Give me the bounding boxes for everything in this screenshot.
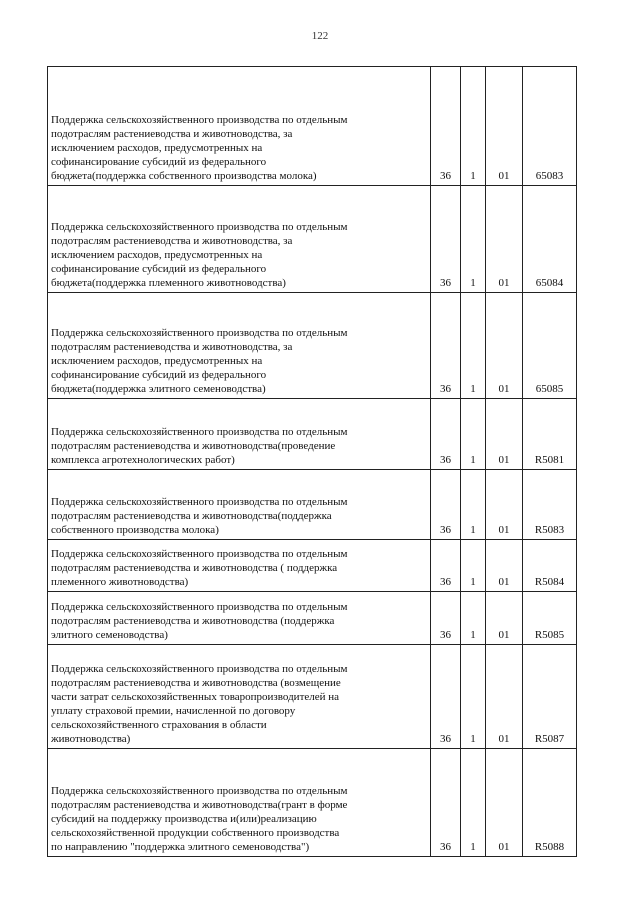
row-description-cell [48, 67, 431, 186]
table-row [48, 470, 577, 540]
table-row [48, 186, 577, 293]
row-col-1: 36 [431, 293, 461, 399]
row-col-2: 1 [461, 540, 486, 592]
row-description: Поддержка сельскохозяйственного производства по отдельным подотраслям растениеводства и животноводства (поддержка элитного семеноводства) [51, 601, 348, 641]
table-row [48, 592, 577, 645]
row-code: R5083 [523, 470, 577, 540]
row-description-cell [48, 293, 431, 399]
row-description-cell [48, 470, 431, 540]
row-col-3: 01 [486, 592, 523, 645]
row-description: Поддержка сельскохозяйственного производства по отдельным подотраслям растениеводства и животноводства(грант в форме субсидий на поддержку производства и(или)реализацию сельскохозяйственной продукции собственного производства по направлению "поддержка элитного семеноводства") [51, 785, 348, 853]
row-col-3: 01 [486, 186, 523, 293]
row-col-3: 01 [486, 399, 523, 470]
row-description: Поддержка сельскохозяйственного производства по отдельным подотраслям растениеводства и животноводства, за исключением расходов, предусмотренных на софинансирование субсидий из федерального бюджета(поддержка собственного производства молока) [51, 114, 348, 182]
row-code: R5087 [523, 645, 577, 749]
row-col-2: 1 [461, 293, 486, 399]
row-col-2: 1 [461, 592, 486, 645]
row-col-2: 1 [461, 186, 486, 293]
row-code: R5084 [523, 540, 577, 592]
row-col-3: 01 [486, 645, 523, 749]
row-col-1: 36 [431, 67, 461, 186]
row-col-2: 1 [461, 470, 486, 540]
budget-table [47, 66, 577, 857]
row-description-cell [48, 749, 431, 857]
table-row [48, 540, 577, 592]
row-description-cell [48, 592, 431, 645]
row-col-3: 01 [486, 293, 523, 399]
table-row [48, 293, 577, 399]
row-description: Поддержка сельскохозяйственного производства по отдельным подотраслям растениеводства и животноводства, за исключением расходов, предусмотренных на софинансирование субсидий из федерального бюджета(поддержка племенного животноводства) [51, 221, 348, 289]
row-description-cell [48, 645, 431, 749]
row-code: 65083 [523, 67, 577, 186]
row-description: Поддержка сельскохозяйственного производства по отдельным подотраслям растениеводства и животноводства, за исключением расходов, предусмотренных на софинансирование субсидий из федерального бюджета(поддержка элитного семеноводства) [51, 327, 348, 395]
row-col-3: 01 [486, 470, 523, 540]
row-code: 65084 [523, 186, 577, 293]
row-code: R5085 [523, 592, 577, 645]
row-col-2: 1 [461, 399, 486, 470]
row-code: 65085 [523, 293, 577, 399]
row-col-1: 36 [431, 645, 461, 749]
table-row [48, 749, 577, 857]
row-col-1: 36 [431, 186, 461, 293]
row-description: Поддержка сельскохозяйственного производства по отдельным подотраслям растениеводства и животноводства(проведение комплекса агротехнологических работ) [51, 426, 348, 466]
table-row [48, 399, 577, 470]
row-description: Поддержка сельскохозяйственного производства по отдельным подотраслям растениеводства и животноводства ( поддержка племенного животноводства) [51, 548, 348, 588]
table-row [48, 67, 577, 186]
row-col-3: 01 [486, 749, 523, 857]
page-number: 122 [311, 30, 329, 42]
row-col-1: 36 [431, 592, 461, 645]
row-col-3: 01 [486, 67, 523, 186]
row-description-cell [48, 540, 431, 592]
row-col-1: 36 [431, 399, 461, 470]
row-description: Поддержка сельскохозяйственного производства по отдельным подотраслям растениеводства и животноводства(поддержка собственного производства молока) [51, 496, 348, 536]
table-row [48, 645, 577, 749]
row-col-2: 1 [461, 645, 486, 749]
row-code: R5081 [523, 399, 577, 470]
row-col-2: 1 [461, 749, 486, 857]
row-col-1: 36 [431, 470, 461, 540]
row-description-cell [48, 186, 431, 293]
row-col-3: 01 [486, 540, 523, 592]
row-description-cell [48, 399, 431, 470]
row-code: R5088 [523, 749, 577, 857]
row-col-1: 36 [431, 540, 461, 592]
row-description: Поддержка сельскохозяйственного производства по отдельным подотраслям растениеводства и животноводства (возмещение части затрат сельскохозяйственных товаропроизводителей на уплату страховой премии, начисленной по договору сельскохозяйственного страхования в области животноводства) [51, 663, 348, 745]
row-col-1: 36 [431, 749, 461, 857]
row-col-2: 1 [461, 67, 486, 186]
